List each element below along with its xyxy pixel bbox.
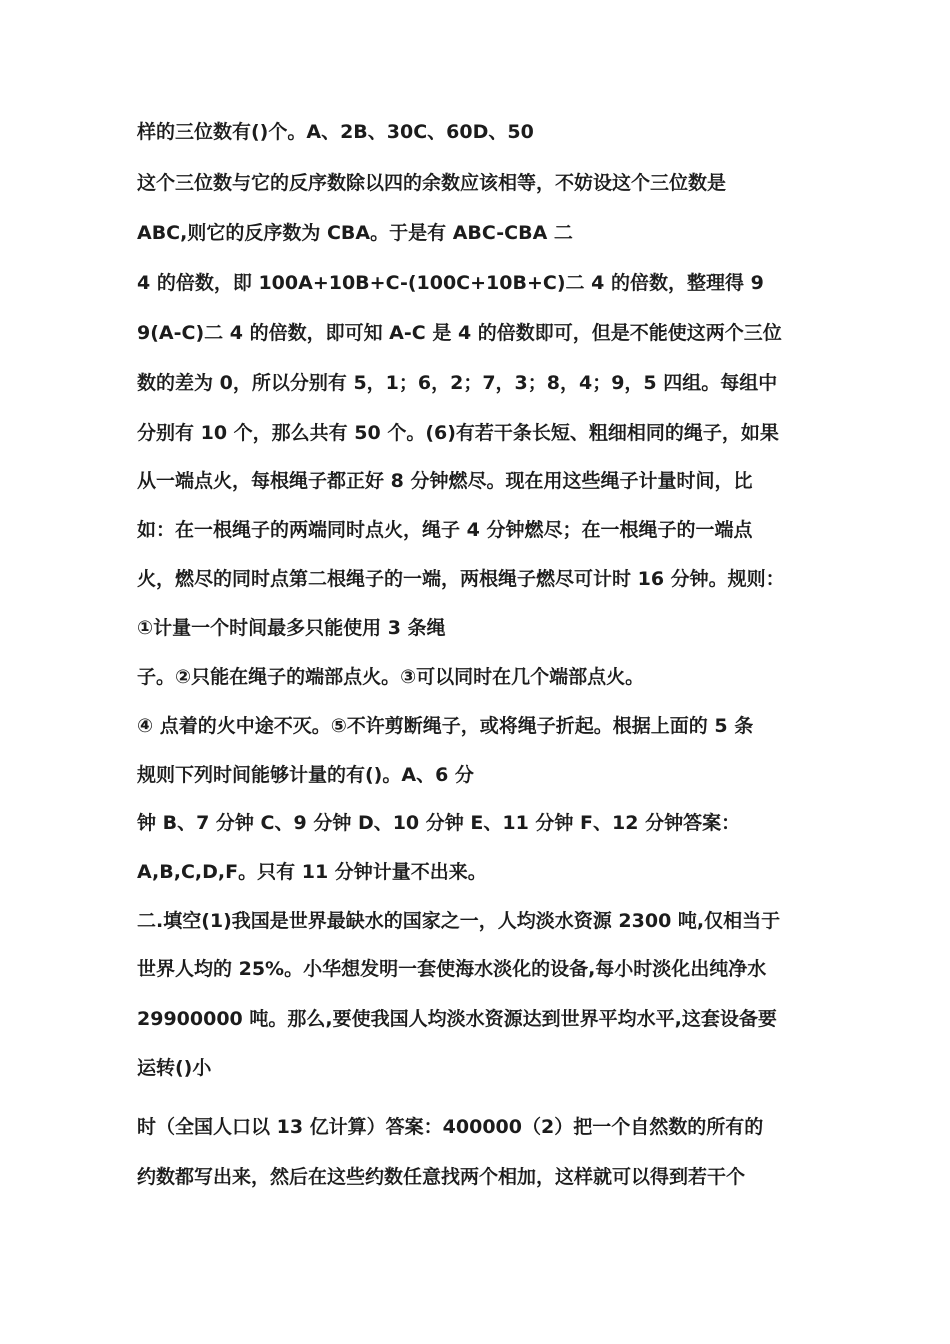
text-line: ABC,则它的反序数为 CBA。于是有 ABC-CBA 二 [137,222,573,244]
text-line: ④ 点着的火中途不灭。⑤不许剪断绳子，或将绳子折起。根据上面的 5 条 [137,715,754,737]
text-line: 时（全国人口以 13 亿计算）答案：400000（2）把一个自然数的所有的 [137,1116,764,1138]
text-line: 规则下列时间能够计量的有()。A、6 分 [137,764,474,786]
text-line: 4 的倍数，即 100A+10B+C-(100C+10B+C)二 4 的倍数，整理得 9 [137,272,764,294]
text-line: ①计量一个时间最多只能使用 3 条绳 [137,617,446,639]
text-line: 样的三位数有()个。A、2B、30C、60D、50 [137,121,534,143]
text-line: 这个三位数与它的反序数除以四的余数应该相等，不妨设这个三位数是 [137,172,727,194]
text-line: 数的差为 0，所以分别有 5，1；6，2；7，3；8，4；9，5 四组。每组中 [137,372,778,394]
text-line: A,B,C,D,F。只有 11 分钟计量不出来。 [137,861,487,883]
text-line: 火，燃尽的同时点第二根绳子的一端，两根绳子燃尽可计时 16 分钟。规则： [137,568,785,590]
text-line: 子。②只能在绳子的端部点火。③可以同时在几个端部点火。 [137,666,645,688]
text-line: 分别有 10 个，那么共有 50 个。(6)有若干条长短、粗细相同的绳子，如果 [137,422,779,444]
text-line: 二.填空(1)我国是世界最缺水的国家之一，人均淡水资源 2300 吨,仅相当于 [137,910,781,932]
text-line: 从一端点火，每根绳子都正好 8 分钟燃尽。现在用这些绳子计量时间，比 [137,470,753,492]
text-line: 运转()小 [137,1057,212,1079]
text-line: 约数都写出来，然后在这些约数任意找两个相加，这样就可以得到若干个 [137,1166,746,1188]
text-line: 29900000 吨。那么,要使我国人均淡水资源达到世界平均水平,这套设备要 [137,1008,777,1030]
text-line: 9(A-C)二 4 的倍数，即可知 A-C 是 4 的倍数即可，但是不能使这两个三位 [137,322,782,344]
text-line: 世界人均的 25%。小华想发明一套使海水淡化的设备,每小时淡化出纯净水 [137,958,767,980]
text-line: 如：在一根绳子的两端同时点火，绳子 4 分钟燃尽；在一根绳子的一端点 [137,519,753,541]
text-line: 钟 B、7 分钟 C、9 分钟 D、10 分钟 E、11 分钟 F、12 分钟答案： [137,812,741,834]
